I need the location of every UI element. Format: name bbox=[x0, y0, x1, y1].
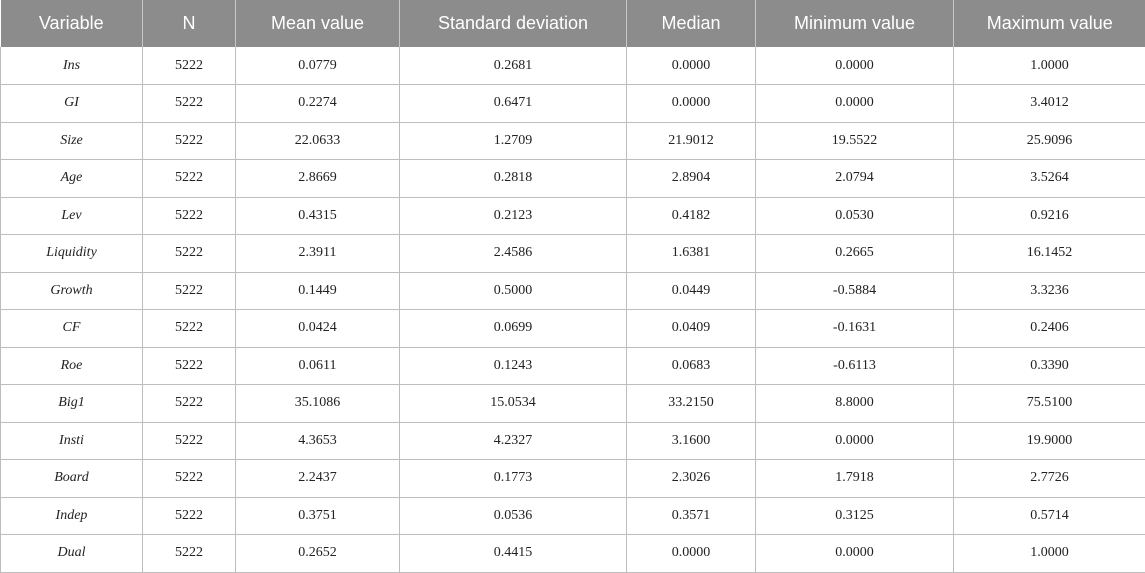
cell-n: 5222 bbox=[143, 497, 236, 535]
cell-variable: Big1 bbox=[1, 385, 143, 423]
cell-minimum: 0.0000 bbox=[756, 85, 954, 123]
table-row bbox=[1, 47, 1145, 85]
cell-maximum: 16.1452 bbox=[954, 235, 1145, 273]
cell-maximum: 0.2406 bbox=[954, 310, 1145, 348]
cell-variable: Roe bbox=[1, 347, 143, 385]
cell-median: 0.0000 bbox=[627, 47, 756, 85]
table-row bbox=[1, 460, 1145, 498]
cell-minimum: -0.1631 bbox=[756, 310, 954, 348]
table-row bbox=[1, 197, 1145, 235]
cell-median: 0.0449 bbox=[627, 272, 756, 310]
table-row bbox=[1, 85, 1145, 123]
cell-minimum: 0.0000 bbox=[756, 47, 954, 85]
cell-variable: Liquidity bbox=[1, 235, 143, 273]
cell-variable: Lev bbox=[1, 197, 143, 235]
header-minimum: Minimum value bbox=[756, 0, 954, 47]
cell-n: 5222 bbox=[143, 310, 236, 348]
cell-variable: Board bbox=[1, 460, 143, 498]
cell-variable: Growth bbox=[1, 272, 143, 310]
cell-std-dev: 2.4586 bbox=[400, 235, 627, 273]
header-row bbox=[1, 0, 1145, 47]
cell-maximum: 2.7726 bbox=[954, 460, 1145, 498]
cell-variable: Insti bbox=[1, 422, 143, 460]
cell-std-dev: 0.2123 bbox=[400, 197, 627, 235]
header-variable: Variable bbox=[1, 0, 143, 47]
cell-minimum: 0.0530 bbox=[756, 197, 954, 235]
cell-n: 5222 bbox=[143, 122, 236, 160]
table-row bbox=[1, 122, 1145, 160]
cell-median: 33.2150 bbox=[627, 385, 756, 423]
header-mean: Mean value bbox=[236, 0, 400, 47]
cell-median: 0.0000 bbox=[627, 85, 756, 123]
cell-variable: Indep bbox=[1, 497, 143, 535]
cell-std-dev: 0.0699 bbox=[400, 310, 627, 348]
table-row bbox=[1, 310, 1145, 348]
cell-median: 0.4182 bbox=[627, 197, 756, 235]
cell-mean: 0.0779 bbox=[236, 47, 400, 85]
cell-mean: 2.2437 bbox=[236, 460, 400, 498]
table-row bbox=[1, 422, 1145, 460]
cell-minimum: 19.5522 bbox=[756, 122, 954, 160]
cell-n: 5222 bbox=[143, 160, 236, 198]
cell-minimum: 0.3125 bbox=[756, 497, 954, 535]
cell-mean: 22.0633 bbox=[236, 122, 400, 160]
cell-mean: 0.2652 bbox=[236, 535, 400, 573]
cell-n: 5222 bbox=[143, 235, 236, 273]
cell-std-dev: 0.5000 bbox=[400, 272, 627, 310]
cell-variable: CF bbox=[1, 310, 143, 348]
cell-n: 5222 bbox=[143, 272, 236, 310]
cell-maximum: 19.9000 bbox=[954, 422, 1145, 460]
table-body bbox=[1, 47, 1145, 572]
cell-std-dev: 0.1243 bbox=[400, 347, 627, 385]
cell-variable: Age bbox=[1, 160, 143, 198]
cell-minimum: 8.8000 bbox=[756, 385, 954, 423]
cell-minimum: 2.0794 bbox=[756, 160, 954, 198]
cell-maximum: 3.5264 bbox=[954, 160, 1145, 198]
cell-std-dev: 15.0534 bbox=[400, 385, 627, 423]
cell-std-dev: 4.2327 bbox=[400, 422, 627, 460]
cell-maximum: 75.5100 bbox=[954, 385, 1145, 423]
cell-std-dev: 0.4415 bbox=[400, 535, 627, 573]
cell-mean: 4.3653 bbox=[236, 422, 400, 460]
cell-variable: Size bbox=[1, 122, 143, 160]
header-maximum: Maximum value bbox=[954, 0, 1145, 47]
table-row bbox=[1, 272, 1145, 310]
cell-n: 5222 bbox=[143, 347, 236, 385]
cell-n: 5222 bbox=[143, 197, 236, 235]
cell-std-dev: 0.6471 bbox=[400, 85, 627, 123]
cell-n: 5222 bbox=[143, 422, 236, 460]
cell-median: 1.6381 bbox=[627, 235, 756, 273]
table-row bbox=[1, 347, 1145, 385]
cell-mean: 0.1449 bbox=[236, 272, 400, 310]
cell-maximum: 0.9216 bbox=[954, 197, 1145, 235]
cell-minimum: -0.5884 bbox=[756, 272, 954, 310]
table-row bbox=[1, 497, 1145, 535]
table-row bbox=[1, 385, 1145, 423]
cell-variable: Dual bbox=[1, 535, 143, 573]
cell-median: 3.1600 bbox=[627, 422, 756, 460]
cell-mean: 35.1086 bbox=[236, 385, 400, 423]
cell-n: 5222 bbox=[143, 47, 236, 85]
cell-maximum: 3.4012 bbox=[954, 85, 1145, 123]
cell-maximum: 1.0000 bbox=[954, 535, 1145, 573]
cell-maximum: 3.3236 bbox=[954, 272, 1145, 310]
cell-mean: 0.3751 bbox=[236, 497, 400, 535]
cell-n: 5222 bbox=[143, 535, 236, 573]
cell-std-dev: 0.2818 bbox=[400, 160, 627, 198]
cell-median: 2.3026 bbox=[627, 460, 756, 498]
cell-mean: 0.0611 bbox=[236, 347, 400, 385]
cell-mean: 0.2274 bbox=[236, 85, 400, 123]
cell-std-dev: 0.1773 bbox=[400, 460, 627, 498]
cell-maximum: 1.0000 bbox=[954, 47, 1145, 85]
table-row bbox=[1, 535, 1145, 573]
cell-variable: Ins bbox=[1, 47, 143, 85]
header-median: Median bbox=[627, 0, 756, 47]
cell-mean: 0.4315 bbox=[236, 197, 400, 235]
cell-median: 2.8904 bbox=[627, 160, 756, 198]
cell-std-dev: 0.0536 bbox=[400, 497, 627, 535]
cell-median: 0.0409 bbox=[627, 310, 756, 348]
cell-minimum: -0.6113 bbox=[756, 347, 954, 385]
cell-mean: 2.3911 bbox=[236, 235, 400, 273]
cell-median: 0.3571 bbox=[627, 497, 756, 535]
table-header bbox=[1, 0, 1145, 47]
cell-minimum: 1.7918 bbox=[756, 460, 954, 498]
header-n: N bbox=[143, 0, 236, 47]
cell-median: 21.9012 bbox=[627, 122, 756, 160]
cell-minimum: 0.0000 bbox=[756, 535, 954, 573]
cell-mean: 2.8669 bbox=[236, 160, 400, 198]
cell-median: 0.0000 bbox=[627, 535, 756, 573]
table-row bbox=[1, 160, 1145, 198]
cell-maximum: 0.3390 bbox=[954, 347, 1145, 385]
cell-n: 5222 bbox=[143, 460, 236, 498]
cell-maximum: 0.5714 bbox=[954, 497, 1145, 535]
cell-variable: GI bbox=[1, 85, 143, 123]
cell-minimum: 0.0000 bbox=[756, 422, 954, 460]
cell-mean: 0.0424 bbox=[236, 310, 400, 348]
cell-n: 5222 bbox=[143, 385, 236, 423]
table-row bbox=[1, 235, 1145, 273]
cell-median: 0.0683 bbox=[627, 347, 756, 385]
cell-std-dev: 1.2709 bbox=[400, 122, 627, 160]
cell-minimum: 0.2665 bbox=[756, 235, 954, 273]
cell-maximum: 25.9096 bbox=[954, 122, 1145, 160]
cell-std-dev: 0.2681 bbox=[400, 47, 627, 85]
header-std-dev: Standard deviation bbox=[400, 0, 627, 47]
cell-n: 5222 bbox=[143, 85, 236, 123]
